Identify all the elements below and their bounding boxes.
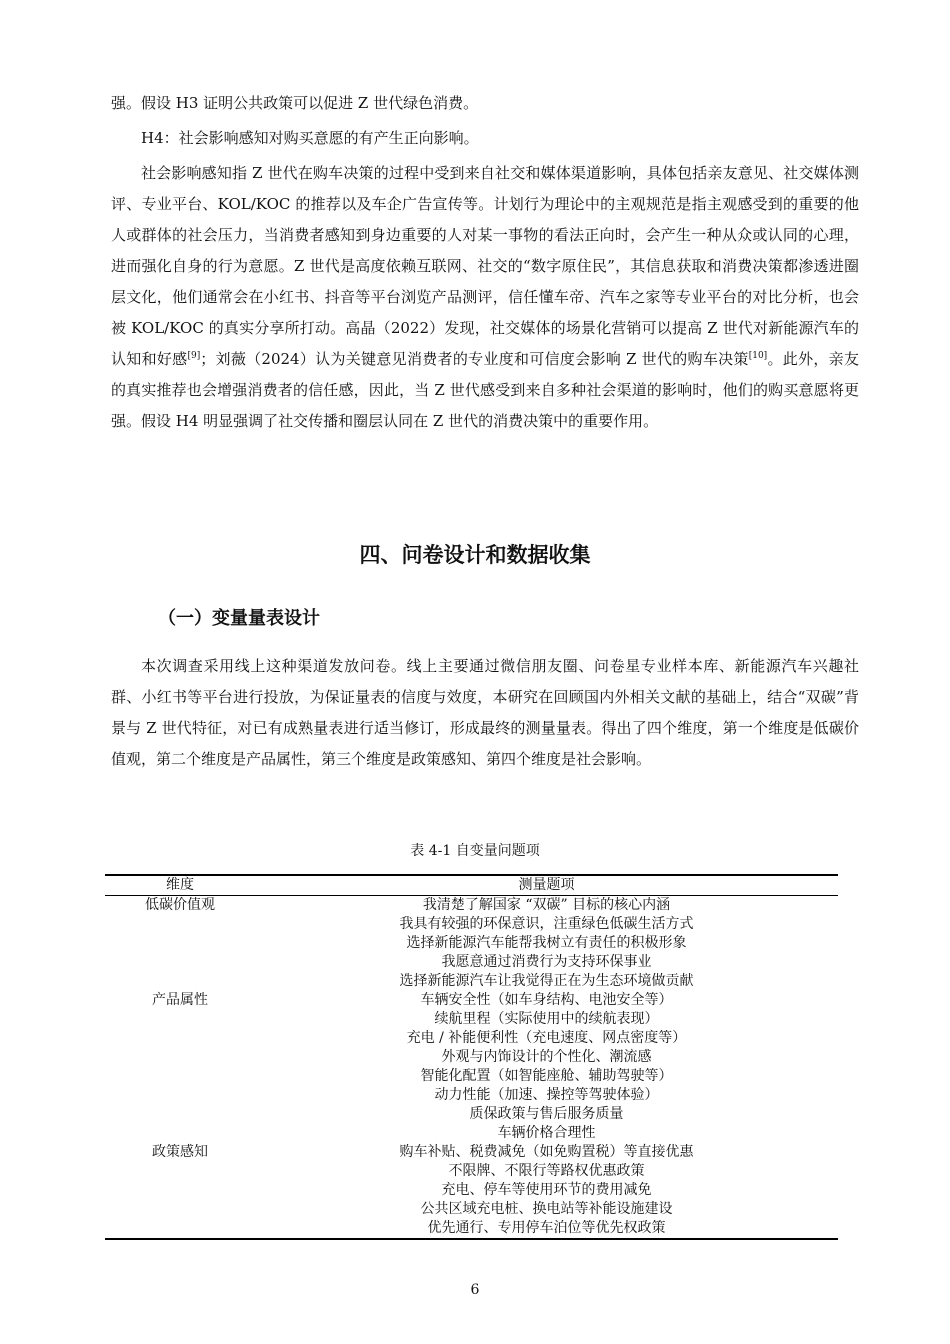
measurement-item-cell: 动力性能（加速、操控等驾驶体验）: [434, 1087, 659, 1103]
dimension-cell: [105, 1048, 255, 1067]
table-row: [105, 1219, 838, 1239]
table-row: [105, 953, 838, 972]
dimension-cell: [105, 972, 255, 991]
table-row: [105, 1162, 838, 1181]
table-row: [105, 1029, 838, 1048]
measurement-item-cell: 不限牌、不限行等路权优惠政策: [448, 1163, 645, 1179]
measurement-item-cell: 充电、停车等使用环节的费用减免: [441, 1182, 652, 1198]
measurement-item-cell: 质保政策与售后服务质量: [469, 1106, 624, 1122]
measurement-item-cell: 充电 / 补能便利性（充电速度、网点密度等）: [406, 1030, 687, 1046]
page-number: 6: [470, 1282, 480, 1298]
table-row: [105, 1181, 838, 1200]
column-header-item: 测量题项: [255, 875, 838, 896]
body-paragraph: 强。假设 H3 证明公共政策可以促进 Z 世代绿色消费。: [111, 94, 479, 112]
table-row: [105, 915, 838, 934]
table-caption: 表 4-1 自变量问题项: [410, 843, 540, 859]
table-row: [105, 991, 838, 1010]
dimension-cell: [105, 915, 255, 934]
measurement-item-cell: 续航里程（实际使用中的续航表现）: [434, 1011, 659, 1027]
measurement-item-cell: 车辆安全性（如车身结构、电池安全等）: [420, 992, 673, 1008]
dimension-cell: [105, 1029, 255, 1048]
measurement-item-cell: 我清楚了解国家 “双碳” 目标的核心内涵: [422, 897, 671, 913]
measurement-item-cell: 选择新能源汽车能帮我树立有责任的积极形象: [406, 935, 687, 951]
table-row: [105, 1086, 838, 1105]
citation-ref: [9]: [187, 351, 201, 361]
dimension-cell: [105, 1181, 255, 1200]
dimension-cell: [105, 1010, 255, 1029]
dimension-cell: [105, 1162, 255, 1181]
paragraph-text: ；刘薇（2024）认为关键意见消费者的专业度和可信度会影响 Z 世代的购车决策: [200, 350, 749, 368]
table-body: [105, 896, 838, 1240]
measurement-item-cell: 车辆价格合理性: [497, 1125, 596, 1141]
subsection-heading: （一）变量量表设计: [158, 608, 320, 629]
dimension-cell: 产品属性: [152, 992, 208, 1008]
table-row: [105, 1010, 838, 1029]
body-paragraph: 本次调查采用线上这种渠道发放问卷。线上主要通过微信朋友圈、问卷星专业样本库、新能源汽车兴趣社群、小红书等平台进行投放，为保证量表的信度与效度，本研究在回顾国内外相关文献的基础上，结合“双碳”背景与 Z 世代特征，对已有成熟量表进行适当修订，形成最终的测量量表。得出了四个维度，第一个维度是低碳价值观，第二个维度是产品属性，第三个维度是政策感知、第四个维度是社会影响。: [111, 657, 859, 768]
citation-ref: [10]: [748, 351, 768, 361]
table-row: [105, 1067, 838, 1086]
paragraph-text: 社会影响感知指 Z 世代在购车决策的过程中受到来自社交和媒体渠道影响，具体包括亲友意见、社交媒体测评、专业平台、KOL/KOC 的推荐以及车企广告宣传等。计划行为理论中的主观规范是指主观感受到的重要的他人或群体的社会压力，当消费者感知到身边重要的人对某一事物的看法正向时，会产生一种从众或认同的心理，进而强化自身的行为意愿。Z 世代是高度依赖互联网、社交的“数字原住民”，其信息获取和消费决策都渗透进圈层文化，他们通常会在小红书、抖音等平台浏览产品测评，信任懂车帝、汽车之家等专业平台的对比分析，也会被 KOL/KOC 的真实分享所打动。高晶（2022）发现，社交媒体的场景化营销可以提高 Z 世代对新能源汽车的认知和好感: [111, 164, 859, 368]
table-row: [105, 1105, 838, 1124]
dimension-cell: 低碳价值观: [145, 897, 215, 913]
measurement-item-cell: 优先通行、专用停车泊位等优先权政策: [255, 1219, 838, 1239]
dimension-cell: [105, 1105, 255, 1124]
dimension-cell: [105, 934, 255, 953]
section-heading: 四、问卷设计和数据收集: [359, 543, 591, 567]
measurement-item-cell: 我愿意通过消费行为支持环保事业: [441, 954, 652, 970]
dimension-cell: 政策感知: [152, 1144, 208, 1160]
measurement-item-cell: 我具有较强的环保意识，注重绿色低碳生活方式: [399, 916, 694, 932]
body-paragraph: [111, 158, 859, 437]
variables-table: [105, 874, 838, 1240]
column-header-dimension: 维度: [105, 875, 255, 896]
table-row: [105, 1124, 838, 1143]
table-row: [105, 934, 838, 953]
table-row: [105, 896, 838, 916]
dimension-cell: [105, 1200, 255, 1219]
table-row: [105, 1200, 838, 1219]
paragraph-text: 。此外，亲友的真实推荐也会增强消费者的信任感，因此，当 Z 世代感受到来自多种社会渠道的影响时，他们的购买意愿将更强。假设 H4 明显强调了社交传播和圈层认同在 Z 世代的消费决策中的重要作用。: [111, 350, 859, 430]
dimension-cell: [105, 1067, 255, 1086]
measurement-item-cell: 智能化配置（如智能座舱、辅助驾驶等）: [420, 1068, 673, 1084]
hypothesis-h4: H4：社会影响感知对购买意愿的有产生正向影响。: [141, 129, 479, 147]
table-row: [105, 1143, 838, 1162]
dimension-cell: [105, 1219, 255, 1239]
measurement-item-cell: 购车补贴、税费减免（如免购置税）等直接优惠: [399, 1144, 694, 1160]
dimension-cell: [105, 1086, 255, 1105]
measurement-item-cell: 公共区域充电桩、换电站等补能设施建设: [420, 1201, 673, 1217]
measurement-item-cell: 外观与内饰设计的个性化、潮流感: [441, 1049, 652, 1065]
dimension-cell: [105, 1124, 255, 1143]
measurement-item-cell: 选择新能源汽车让我觉得正在为生态环境做贡献: [399, 973, 694, 989]
table-row: [105, 972, 838, 991]
table-row: [105, 1048, 838, 1067]
dimension-cell: [105, 953, 255, 972]
table-header-row: [105, 875, 838, 896]
